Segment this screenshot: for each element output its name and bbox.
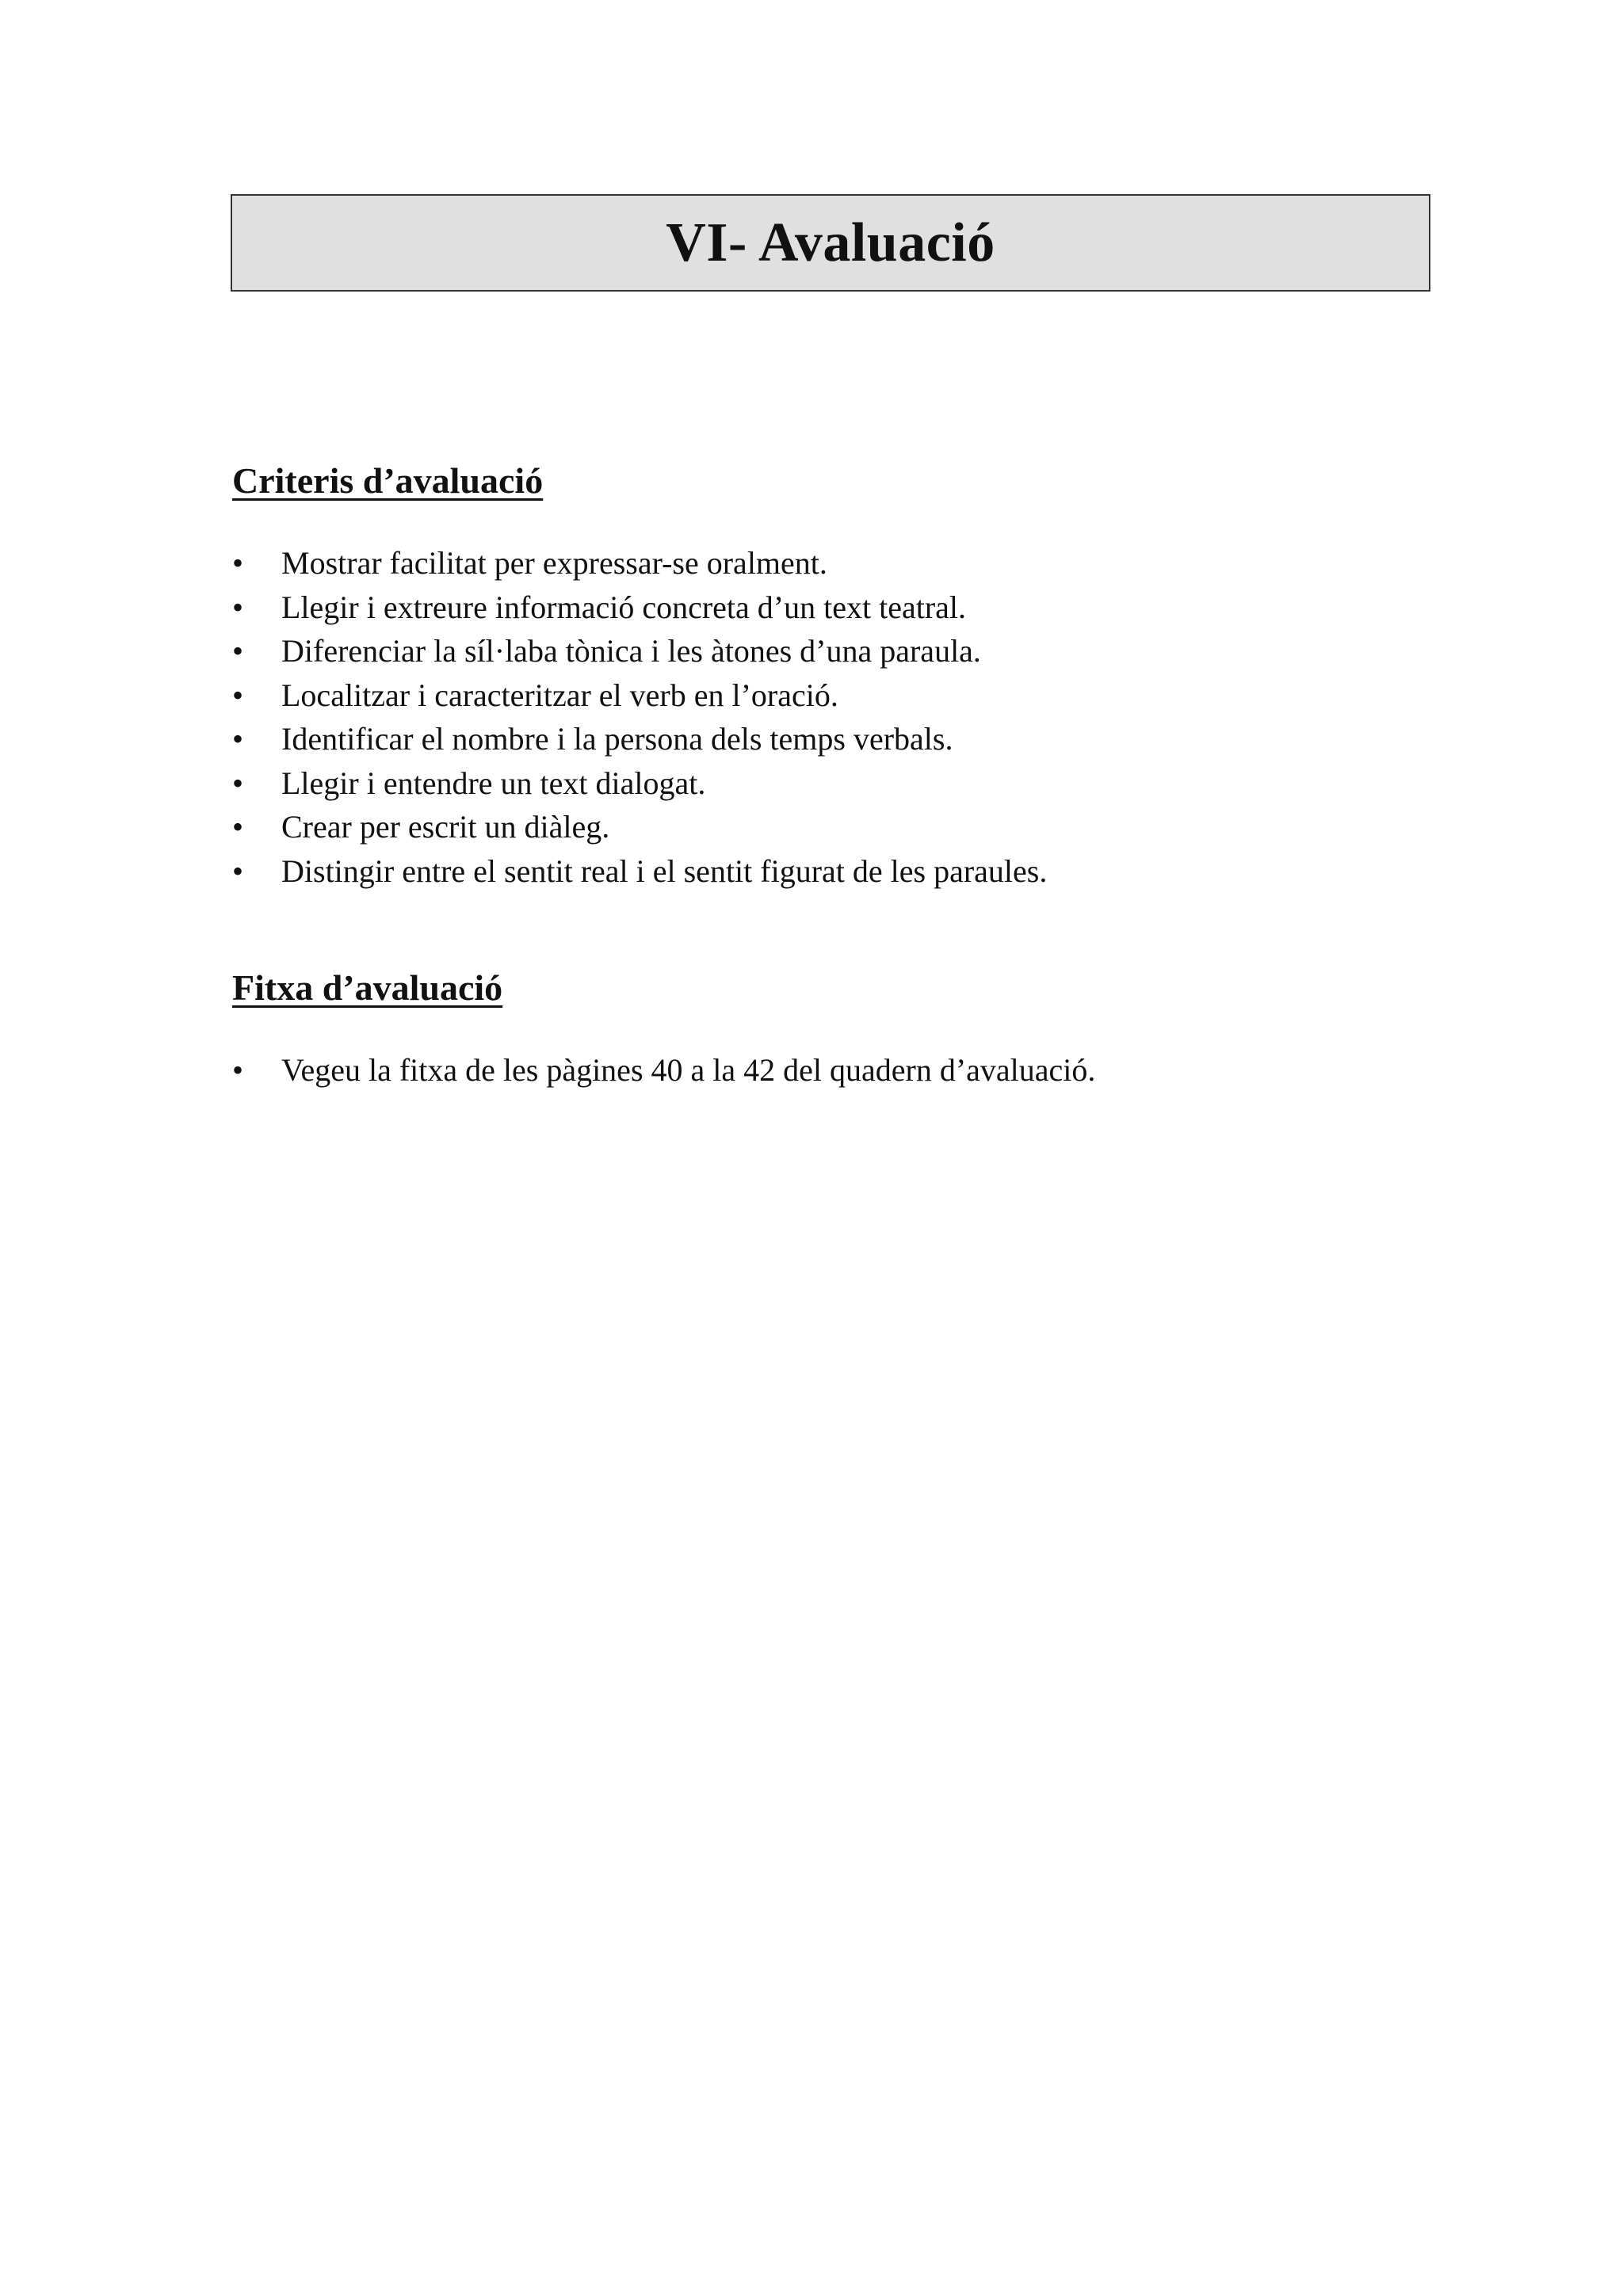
list-item-text: Vegeu la fitxa de les pàgines 40 a la 42 del quadern d’avaluació. (281, 1052, 1096, 1088)
bullet-icon: • (232, 1052, 244, 1088)
page-title: VI- Avaluació (666, 212, 995, 273)
list-item-text: Diferenciar la síl·laba tònica i les àtones d’una paraula. (281, 633, 981, 669)
title-box (231, 194, 1430, 292)
list-item-text: Llegir i entendre un text dialogat. (281, 765, 706, 801)
list-item-text: Localitzar i caracteritzar el verb en l’oració. (281, 677, 838, 713)
bullet-icon: • (232, 545, 244, 581)
bullet-icon: • (232, 852, 244, 889)
section-heading-fitxa: Fitxa d’avaluació (232, 967, 503, 1008)
bullet-icon: • (232, 677, 244, 713)
list-item-text: Llegir i extreure informació concreta d’un text teatral. (281, 589, 967, 625)
list-item-text: Identificar el nombre i la persona dels temps verbals. (281, 721, 953, 757)
list-item-text: Distingir entre el sentit real i el sentit figurat de les paraules. (281, 852, 1048, 889)
bullet-icon: • (232, 765, 244, 801)
list-item-text: Crear per escrit un diàleg. (281, 809, 610, 845)
bullet-icon: • (232, 721, 244, 757)
bullet-icon: • (232, 633, 244, 669)
bullet-icon: • (232, 589, 244, 625)
bullet-icon: • (232, 809, 244, 845)
section-heading-criteris: Criteris d’avaluació (232, 460, 544, 501)
list-item-text: Mostrar facilitat per expressar-se oralment. (281, 545, 827, 581)
